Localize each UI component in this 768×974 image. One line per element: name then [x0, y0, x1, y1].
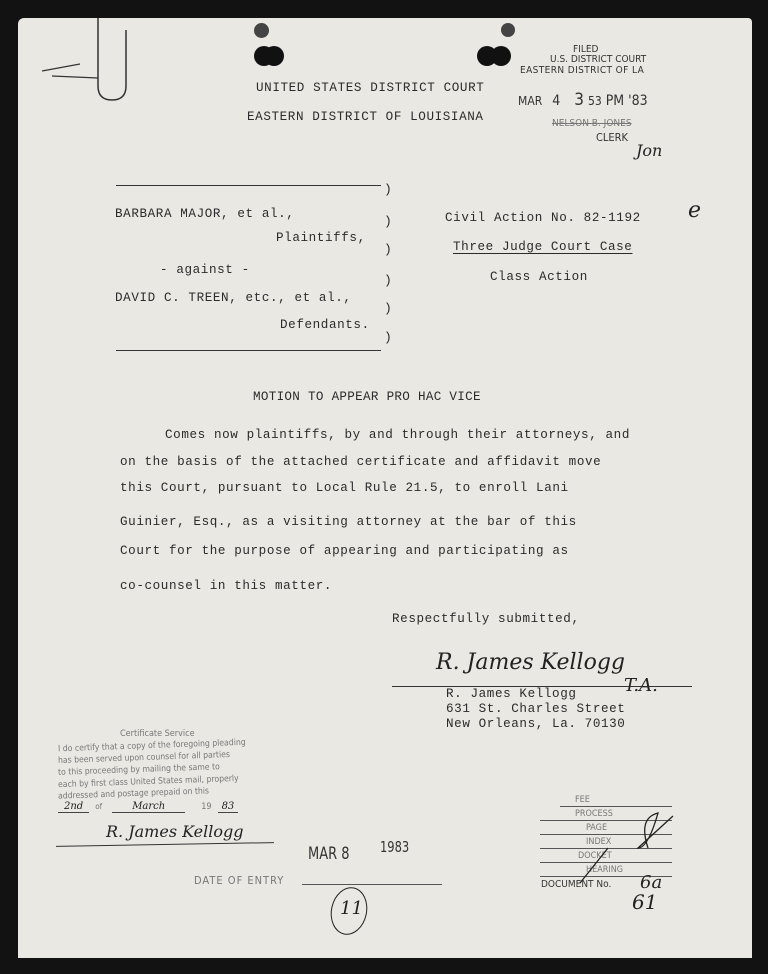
- caption-paren: ): [384, 273, 392, 288]
- versus-label: - against -: [160, 263, 250, 277]
- entry-year: 1983: [380, 838, 410, 856]
- caption-rule-bottom: [116, 350, 381, 351]
- date-of-entry-line: [302, 884, 442, 885]
- certificate-day: 2nd: [58, 801, 89, 813]
- caption-paren: ): [384, 301, 392, 316]
- document-number-label: DOCUMENT No.: [541, 879, 612, 890]
- document-page: UNITED STATES DISTRICT COURT EASTERN DISTRICT OF LOUISIANA FILED U.S. DISTRICT COURT EASTERN DISTRICT OF LA MAR 4 3 53 PM '83 NELSON B. JONES CLERK Jon BARBARA MAJOR, et al., Plaintiffs, - against - DAVID C. TREEN, etc., et al., Defendants. ) ) ) ) ) ) Civil Action No. 82-1192 e Three Judge Court Case Class Action MOTION TO APPEAR PRO HAC VICE Comes now plaintiffs, by and through their attorneys, and on the basis of the attached certificate and affidavit move this Court, pursuant to Local Rule 21.5, to enroll Lani Guinier, Esq., as a visiting attorney at the bar of this Court for the purpose of appearing and participating as co-counsel in this matter. Respectfully submitted, R. James Kellogg T.A. R. James Kellogg 631 St. Charles Street New Orleans, La. 70130 Certificate Service I do certify that a copy of the foregoing pleading has been served upon counsel for all parties to this proceeding by mailing the same to each by first class United States mail, properly addressed and postage prepaid on this 2nd of March 19 83 R. James Kellogg MAR 8 1983 DATE OF ENTRY 11 FEE PROCESS PAGE INDEX DOCKET HEARING DOCUMENT No. 6a 61: [18, 18, 752, 958]
- case-type: Three Judge Court Case: [453, 240, 633, 254]
- caption-paren: ): [384, 182, 392, 197]
- document-number: 6a: [640, 872, 663, 893]
- body-line: co-counsel in this matter.: [120, 579, 333, 593]
- docket-row-index: INDEX: [586, 837, 612, 847]
- clerk-title: CLERK: [596, 131, 629, 144]
- plaintiff-name: BARBARA MAJOR, et al.,: [115, 207, 295, 221]
- clerk-initials: Jon: [636, 141, 663, 160]
- certificate-line: each by first class United States mail, properly: [57, 773, 239, 791]
- attorney-address1: 631 St. Charles Street: [446, 702, 626, 716]
- court-name: UNITED STATES DISTRICT COURT: [256, 81, 485, 95]
- signature-suffix: T.A.: [624, 675, 658, 696]
- filed-month: MAR: [518, 94, 543, 108]
- filed-day: 4: [552, 93, 561, 109]
- certificate-line: addressed and postage prepaid on this: [57, 786, 210, 802]
- case-handwritten-mark: e: [688, 198, 702, 223]
- certificate-of-label: of: [95, 802, 103, 811]
- caption-rule-top: [116, 185, 381, 186]
- body-line: on the basis of the attached certificate and affidavit move: [120, 455, 602, 469]
- certificate-signature: R. James Kellogg: [106, 822, 244, 841]
- docket-row-docket: DOCKET: [578, 851, 612, 861]
- certificate-title: Certificate Service: [120, 729, 195, 739]
- filed-minute: 53: [587, 94, 602, 108]
- paper-clip-icon: [28, 18, 148, 108]
- body-line: Guinier, Esq., as a visiting attorney at the bar of this: [120, 515, 577, 529]
- body-line: this Court, pursuant to Local Rule 21.5, to enroll Lani: [120, 481, 569, 495]
- body-line: Comes now plaintiffs, by and through their attorneys, and: [165, 428, 630, 442]
- filed-hour: 3: [574, 90, 584, 110]
- closing: Respectfully submitted,: [392, 612, 580, 626]
- certificate-line: I do certify that a copy of the foregoing pleading: [57, 737, 246, 755]
- caption-paren: ): [384, 330, 392, 345]
- case-number: Civil Action No. 82-1192: [445, 211, 641, 225]
- caption-paren: ): [384, 242, 392, 257]
- court-district: EASTERN DISTRICT OF LOUISIANA: [247, 110, 484, 124]
- body-line: Court for the purpose of appearing and participating as: [120, 544, 569, 558]
- clerk-name: NELSON B. JONES: [552, 118, 632, 129]
- certificate-year: 83: [218, 801, 239, 813]
- certificate-line: to this proceeding by mailing the same to: [57, 762, 220, 778]
- attorney-address2: New Orleans, La. 70130: [446, 717, 626, 731]
- document-number-extra: 61: [632, 890, 658, 914]
- caption-paren: ): [384, 214, 392, 229]
- defendant-role: Defendants.: [280, 318, 370, 332]
- punch-hole: [491, 46, 511, 66]
- filed-year: '83: [628, 93, 648, 109]
- docket-row-fee: FEE: [575, 795, 590, 805]
- filed-ampm: PM: [605, 93, 625, 109]
- entry-date: MAR 8: [308, 844, 350, 864]
- attorney-name: R. James Kellogg: [446, 687, 577, 701]
- plaintiff-role: Plaintiffs,: [276, 231, 366, 245]
- docket-row-hearing: HEARING: [586, 865, 624, 875]
- class-action-label: Class Action: [490, 270, 588, 284]
- certificate-line: has been served upon counsel for all parties: [57, 750, 231, 766]
- docket-row-process: PROCESS: [575, 809, 613, 819]
- motion-title: MOTION TO APPEAR PRO HAC VICE: [253, 390, 481, 404]
- docket-row-page: PAGE: [586, 823, 608, 833]
- defendant-name: DAVID C. TREEN, etc., et al.,: [115, 291, 352, 305]
- check-mark-icon: [578, 808, 678, 888]
- handwritten-signature: R. James Kellogg: [436, 650, 625, 675]
- certificate-month: March: [112, 801, 185, 813]
- punch-hole: [501, 23, 515, 37]
- date-of-entry-label: DATE OF ENTRY: [194, 874, 285, 887]
- circled-number: 11: [340, 898, 363, 919]
- certificate-year-prefix: 19: [201, 802, 212, 812]
- punch-hole: [254, 23, 269, 38]
- certificate-signature-line: [56, 842, 274, 847]
- punch-hole: [264, 46, 284, 66]
